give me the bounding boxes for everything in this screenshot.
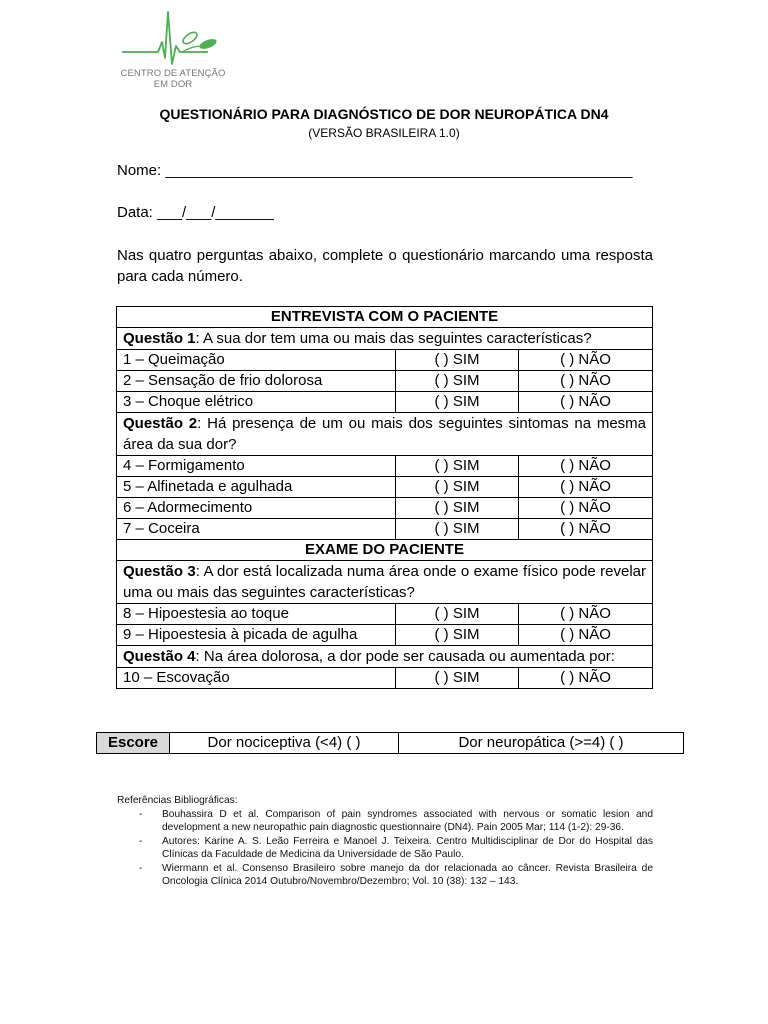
- table-row: [117, 371, 653, 392]
- page-title: QUESTIONÁRIO PARA DIAGNÓSTICO DE DOR NEUROPÁTICA DN4: [159, 106, 609, 122]
- nao-checkbox[interactable]: ( ) NÃO: [519, 498, 653, 519]
- score-table: [96, 732, 684, 754]
- nao-checkbox[interactable]: ( ) NÃO: [519, 625, 653, 646]
- item-label: 5 – Alfinetada e agulhada: [117, 477, 396, 498]
- heartbeat-leaf-icon: [118, 8, 228, 68]
- logo-text: [118, 68, 228, 90]
- sim-checkbox[interactable]: ( ) SIM: [396, 604, 519, 625]
- reference-text: Autores: Karine A. S. Leão Ferreira e Manoel J. Teixeira. Centro Multidisciplinar de Dor do Hospital das Clínicas da Faculdade de Medicina da Universidade de São Paulo.: [162, 835, 653, 860]
- references-section: [117, 794, 653, 889]
- reference-item: [117, 862, 653, 889]
- table-row: [117, 604, 653, 625]
- question-row: [117, 561, 653, 604]
- question-3-label: Questão 3: [123, 563, 196, 580]
- item-label: 9 – Hipoestesia à picada de agulha: [117, 625, 396, 646]
- list-bullet: -: [139, 835, 143, 847]
- item-label: 2 – Sensação de frio dolorosa: [117, 371, 396, 392]
- sim-checkbox[interactable]: ( ) SIM: [396, 498, 519, 519]
- item-label: 8 – Hipoestesia ao toque: [117, 604, 396, 625]
- list-bullet: -: [139, 808, 143, 820]
- table-row: [117, 477, 653, 498]
- question-4-text: : Na área dolorosa, a dor pode ser causada ou aumentada por:: [195, 648, 615, 665]
- references-title: Referências Bibliográficas:: [117, 795, 238, 806]
- section-header-row: [117, 540, 653, 561]
- sim-checkbox[interactable]: ( ) SIM: [396, 350, 519, 371]
- reference-text: Bouhassira D et al. Comparison of pain syndromes associated with nervous or somatic lesion and development a new neuropathic pain diagnostic questionnaire (DN4). Pain 2005 Mar; 114 (1-2): 29-36.: [162, 808, 653, 833]
- nao-checkbox[interactable]: ( ) NÃO: [519, 392, 653, 413]
- logo-line1: CENTRO DE ATENÇÃO: [120, 68, 226, 79]
- nao-checkbox[interactable]: ( ) NÃO: [519, 456, 653, 477]
- nao-checkbox[interactable]: ( ) NÃO: [519, 519, 653, 540]
- sim-checkbox[interactable]: ( ) SIM: [396, 456, 519, 477]
- question-2-label: Questão 2: [123, 415, 198, 432]
- table-row: [117, 350, 653, 371]
- question-1-label: Questão 1: [123, 330, 196, 347]
- item-label: 10 – Escovação: [117, 668, 396, 689]
- clinic-logo: [118, 8, 228, 94]
- table-row: [117, 392, 653, 413]
- section-exam-header: EXAME DO PACIENTE: [117, 540, 653, 561]
- question-3: [117, 561, 653, 604]
- sim-checkbox[interactable]: ( ) SIM: [396, 392, 519, 413]
- question-2-text: : Há presença de um ou mais dos seguintes sintomas na mesma área da sua dor?: [123, 415, 647, 453]
- question-2: [117, 413, 653, 456]
- sim-checkbox[interactable]: ( ) SIM: [396, 625, 519, 646]
- table-row: [117, 668, 653, 689]
- section-interview-header: ENTREVISTA COM O PACIENTE: [117, 307, 653, 328]
- item-label: 3 – Choque elétrico: [117, 392, 396, 413]
- question-3-text: : A dor está localizada numa área onde o exame físico pode revelar uma ou mais das seguintes características?: [123, 563, 646, 601]
- page-subtitle: (VERSÃO BRASILEIRA 1.0): [308, 126, 460, 140]
- item-label: 6 – Adormecimento: [117, 498, 396, 519]
- question-row: [117, 413, 653, 456]
- item-label: 7 – Coceira: [117, 519, 396, 540]
- table-row: [117, 456, 653, 477]
- list-bullet: -: [139, 862, 143, 874]
- sim-checkbox[interactable]: ( ) SIM: [396, 371, 519, 392]
- sim-checkbox[interactable]: ( ) SIM: [396, 668, 519, 689]
- question-row: [117, 646, 653, 668]
- dn4-questionnaire-table: [116, 306, 653, 689]
- sim-checkbox[interactable]: ( ) SIM: [396, 477, 519, 498]
- date-field[interactable]: Data: ___/___/_______: [117, 204, 274, 221]
- reference-item: [117, 835, 653, 862]
- reference-text: Wiermann et al. Consenso Brasileiro sobre manejo da dor relacionada ao câncer. Revista Brasileira de Oncologia Clínica 2014 Outubro/Novembro/Dezembro; Vol. 10 (38): 132 – 143.: [162, 862, 653, 887]
- nao-checkbox[interactable]: ( ) NÃO: [519, 668, 653, 689]
- nao-checkbox[interactable]: ( ) NÃO: [519, 371, 653, 392]
- question-1: [117, 328, 653, 350]
- question-1-text: : A sua dor tem uma ou mais das seguintes características?: [195, 330, 592, 347]
- nao-checkbox[interactable]: ( ) NÃO: [519, 477, 653, 498]
- reference-item: [117, 808, 653, 835]
- item-label: 4 – Formigamento: [117, 456, 396, 477]
- table-row: [117, 498, 653, 519]
- name-field[interactable]: Nome: ________________________________________________________: [117, 162, 633, 179]
- section-header-row: [117, 307, 653, 328]
- logo-line2: EM DOR: [153, 79, 193, 90]
- question-4-label: Questão 4: [123, 648, 196, 665]
- question-row: [117, 328, 653, 350]
- neuropathic-checkbox[interactable]: Dor neuropática (>=4) ( ): [399, 733, 684, 754]
- nociceptive-checkbox[interactable]: Dor nociceptiva (<4) ( ): [170, 733, 399, 754]
- nao-checkbox[interactable]: ( ) NÃO: [519, 350, 653, 371]
- question-4: [117, 646, 653, 668]
- score-row: [97, 733, 684, 754]
- item-label: 1 – Queimação: [117, 350, 396, 371]
- nao-checkbox[interactable]: ( ) NÃO: [519, 604, 653, 625]
- table-row: [117, 519, 653, 540]
- table-row: [117, 625, 653, 646]
- intro-text: Nas quatro perguntas abaixo, complete o questionário marcando uma resposta para cada número.: [117, 247, 653, 285]
- sim-checkbox[interactable]: ( ) SIM: [396, 519, 519, 540]
- score-label: Escore: [97, 733, 170, 754]
